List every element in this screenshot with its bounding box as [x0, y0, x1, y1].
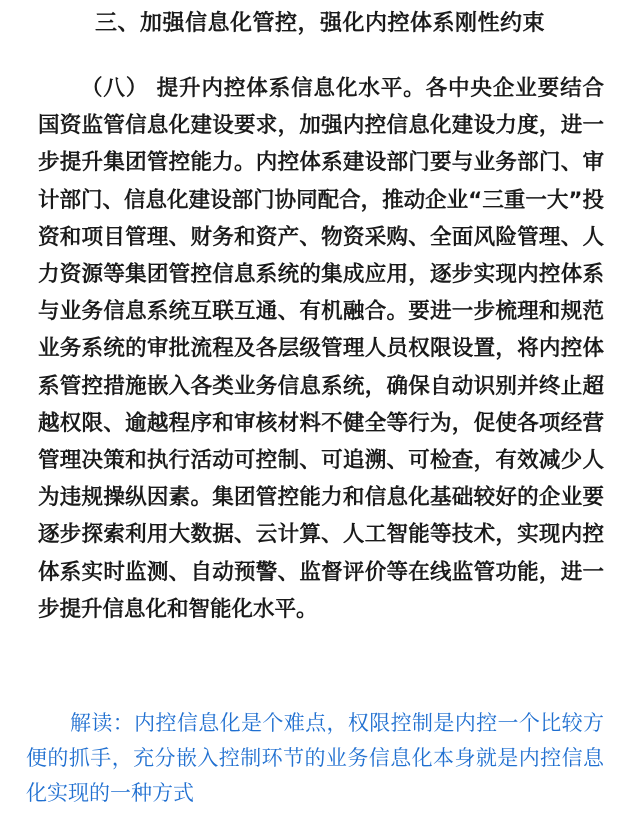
section-heading: 三、加强信息化管控，强化内控体系刚性约束 [94, 11, 545, 36]
interpretation-note: 解读：内控信息化是个难点，权限控制是内控一个比较方便的抓手，充分嵌入控制环节的业务信息化本身就是内控信息化实现的一种方式 [26, 711, 604, 805]
body-paragraph: （八） 提升内控体系信息化水平。各中央企业要结合国资监管信息化建设要求，加强内控信息化建设力度，进一步提升集团管控能力。内控体系建设部门要与业务部门、审计部门、信息化建设部门协同配合，推动企业“三重一大”投资和项目管理、财务和资产、物资采购、全面风险管理、人力资源等集团管控信息系统的集成应用，逐步实现内控体系与业务信息系统互联互通、有机融合。要进一步梳理和规范业务系统的审批流程及各层级管理人员权限设置，将内控体系管控措施嵌入各类业务信息系统，确保自动识别并终止超越权限、逾越程序和审核材料不健全等行为，促使各项经营管理决策和执行活动可控制、可追溯、可检查，有效减少人为违规操纵因素。集团管控能力和信息化基础较好的企业要逐步探索利用大数据、云计算、人工智能等技术，实现内控体系实时监测、自动预警、监督评价等在线监管功能，进一步提升信息化和智能化水平。 [38, 76, 604, 622]
